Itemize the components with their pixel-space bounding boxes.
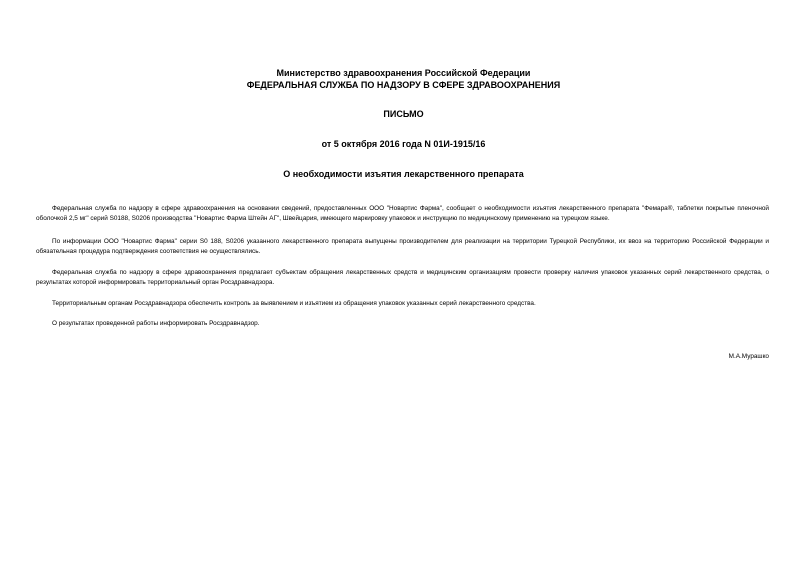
body-paragraph-2: По информации ООО "Новартис Фарма" серии S0 188, S0206 указанного лекарственного препарата выпущены производителем для реализации на территории Турецкой Республики, их ввоз на территорию Российской Федерации и обязательная процедура подтверждения соответствия не осуществлялись. — [36, 238, 769, 256]
body-paragraph-4: Территориальным органам Росздравнадзора обеспечить контроль за выявлением и изъятием из обращения упаковок указанных серий лекарственного средства. — [52, 300, 536, 308]
letter-type: ПИСЬМО — [383, 109, 424, 119]
signature-name: М.А.Мурашко — [728, 353, 769, 360]
body-paragraph-5: О результатах проведенной работы информировать Росздравнадзор. — [52, 320, 260, 328]
body-paragraph-3: Федеральная служба по надзору в сфере здравоохранения предлагает субъектам обращения лекарственных средств и медицинским организациям провести проверку наличия упаковок указанных серий лекарственного средства, о результатах которой информировать территориальный орган Росздравнадзора. — [36, 269, 769, 287]
ministry-name: Министерство здравоохранения Российской Федерации — [276, 68, 531, 78]
body-paragraph-1: Федеральная служба по надзору в сфере здравоохранения на основании сведений, предоставленных ООО "Новартис Фарма", сообщает о необходимости изъятия лекарственного препарата "Фемара®, таблетки покрытые пленочной оболочкой 2,5 мг" серий S0188, S0206 производства "Новартис Фарма Штейн АГ", Швейцария, имеющего маркировку упаковок и инструкцию по медицинскому применению на турецком языке. — [36, 205, 769, 223]
letter-date-number: от 5 октября 2016 года N 01И-1915/16 — [321, 139, 486, 149]
service-name: ФЕДЕРАЛЬНАЯ СЛУЖБА ПО НАДЗОРУ В СФЕРЕ ЗДРАВООХРАНЕНИЯ — [246, 80, 561, 90]
letter-subject: О необходимости изъятия лекарственного препарата — [283, 169, 524, 179]
